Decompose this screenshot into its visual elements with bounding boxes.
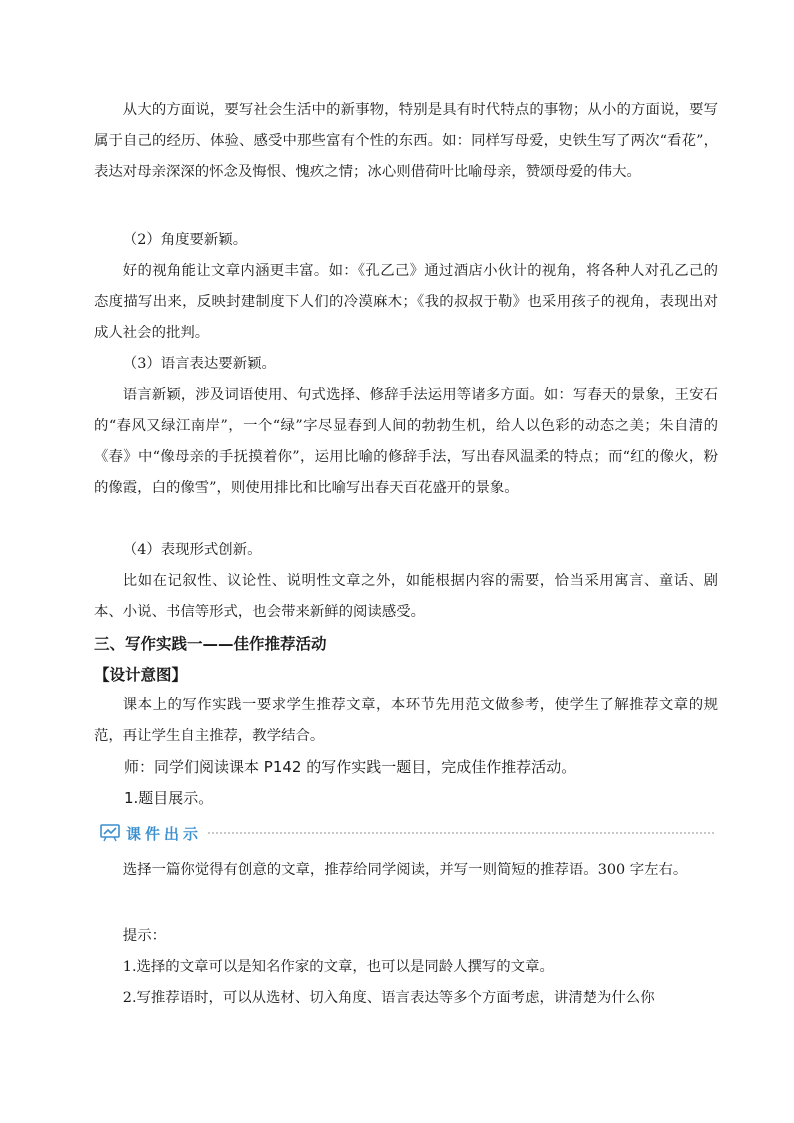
paragraph-new-things: 从大的方面说，要写社会生活中的新事物，特别是具有时代特点的事物；从小的方面说，要写属于自己的经历、体验、感受中那些富有个性的东西。如：同样写母爱，史铁生写了两次“看花”，表达对母亲深深的怀念及悔恨、愧疚之情；冰心则借荷叶比喻母亲，赞颂母爱的伟大。 xyxy=(94,102,718,180)
step-one: 1.题目展示。 xyxy=(124,789,214,807)
section-title: 三、写作实践一——佳作推荐活动 xyxy=(94,635,327,653)
paragraph-angle: 好的视角能让文章内涵更丰富。如：《孔乙己》通过酒店小伙计的视角，将各种人对孔乙己的态度描写出来，反映封建制度下人们的冷漠麻木；《我的叔叔于勒》也采用孩子的视角，表现出对成人社会的批判。 xyxy=(94,263,718,341)
hint-label: 提示： xyxy=(122,928,166,944)
chart-board-icon xyxy=(100,824,120,842)
subheading-angle: （2）角度要新颖。 xyxy=(122,232,248,248)
hint-item-2: 2.写推荐语时，可以从选材、切入角度、语言表达等多个方面考虑，讲清楚为什么你 xyxy=(122,990,655,1006)
courseware-label: 课件出示 xyxy=(126,824,203,843)
design-intent-text: 课本上的写作实践一要求学生推荐文章，本环节先用范文做参考，使学生了解推荐文章的规范，再让学生自主推荐，教学结合。 xyxy=(94,697,718,744)
banner-divider xyxy=(208,832,714,834)
subheading-language: （3）语言表达要新颖。 xyxy=(122,356,276,372)
paragraph-form: 比如在记叙性、议论性、说明性文章之外，如能根据内容的需要，恰当采用寓言、童话、剧本、小说、书信等形式，也会带来新鲜的阅读感受。 xyxy=(94,573,718,620)
teacher-instruction: 师：同学们阅读课本 P142 的写作实践一题目，完成佳作推荐活动。 xyxy=(124,758,577,776)
hint-item-1: 1.选择的文章可以是知名作家的文章，也可以是同龄人撰写的文章。 xyxy=(122,959,554,975)
design-intent-label: 【设计意图】 xyxy=(94,666,188,684)
subheading-form: （4）表现形式创新。 xyxy=(122,542,262,558)
courseware-banner xyxy=(100,820,714,846)
paragraph-language: 语言新颖，涉及词语使用、句式选择、修辞手法运用等诸多方面。如：写春天的景象，王安石的“春风又绿江南岸”，一个“绿”字尽显春到人间的勃勃生机，给人以色彩的动态之美；朱自清的《春》中“像母亲的手抚摸着你”，运用比喻的修辞手法，写出春风温柔的特点；而“红的像火，粉的像霞，白的像雪”，则使用排比和比喻写出春天百花盛开的景象。 xyxy=(94,387,718,496)
courseware-prompt: 选择一篇你觉得有创意的文章，推荐给同学阅读，并写一则简短的推荐语。300 字左右。 xyxy=(122,862,688,878)
